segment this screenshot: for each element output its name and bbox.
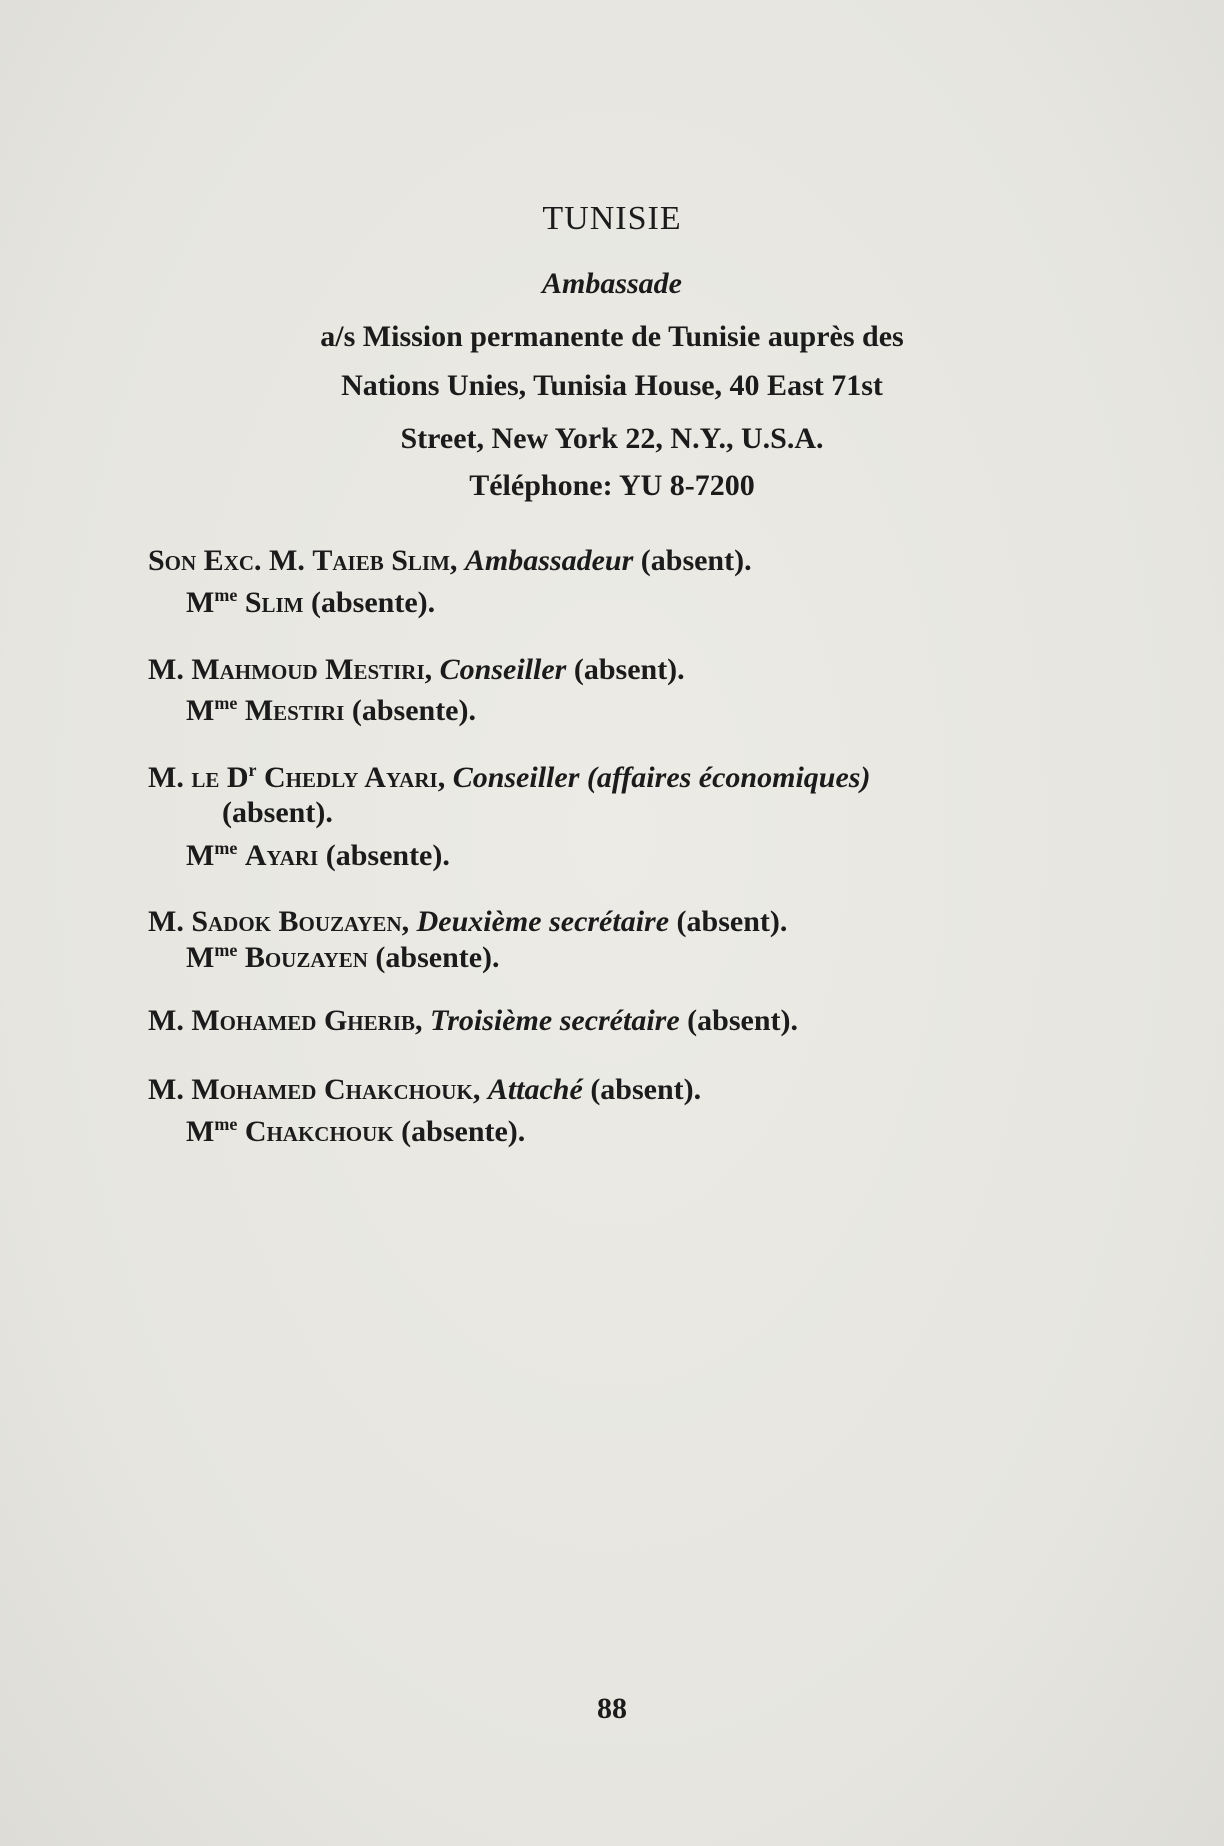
spouse-sup: me [214, 1114, 238, 1134]
entry-status: (absent). [640, 544, 752, 577]
spouse-sup: me [214, 693, 238, 713]
spouse-prefix: M [186, 1115, 215, 1148]
entry-status: (absent). [687, 1004, 798, 1037]
staff-entry [148, 1072, 1088, 1108]
entry-name: Chedly Ayari [264, 761, 438, 794]
spouse-status: (absente). [311, 586, 436, 619]
entry-prefix: M. [148, 1004, 184, 1037]
entry-title: Attaché [487, 1073, 583, 1106]
entry-status: (absent). [590, 1073, 702, 1106]
spouse-entry [186, 1114, 525, 1150]
spouse-status: (absente). [375, 941, 500, 974]
spouse-name: Ayari [244, 839, 319, 872]
address-line-2: Nations Unies, Tunisia House, 40 East 71st [341, 369, 883, 402]
staff-entry [148, 1003, 1088, 1039]
staff-entry [148, 652, 1088, 688]
spouse-prefix: M [186, 586, 215, 619]
spouse-sup: me [214, 838, 238, 858]
spouse-entry [186, 693, 476, 729]
entry-title: Troisième secrétaire [430, 1004, 680, 1037]
page-number: 88 [597, 1692, 627, 1725]
entry-continuation [222, 795, 333, 831]
spouse-status: (absente). [351, 694, 476, 727]
comma: , [449, 544, 458, 577]
entry-status: (absent). [676, 905, 788, 938]
entry-name-sup: r [248, 760, 257, 780]
country-heading: TUNISIE [542, 200, 682, 237]
spouse-status: (absente). [401, 1115, 526, 1148]
entry-title: Conseiller [439, 653, 567, 686]
spouse-entry [186, 585, 435, 621]
entry-name: Mahmoud Mestiri [191, 653, 425, 686]
entry-name: Taieb Slim [312, 544, 450, 577]
staff-entry [148, 543, 1088, 579]
spouse-name: Slim [244, 586, 304, 619]
spouse-sup: me [214, 585, 238, 605]
entry-name: Mohamed Gherib [191, 1004, 415, 1037]
spouse-name: Mestiri [244, 694, 345, 727]
spouse-name: Bouzayen [244, 941, 368, 974]
entry-name: Sadok Bouzayen [191, 905, 402, 938]
entry-name-pre: le D [191, 761, 249, 794]
spouse-sup: me [214, 940, 238, 960]
entry-title: Conseiller [452, 761, 580, 794]
entry-status: (absent). [222, 796, 333, 829]
entry-title-detail: (affaires économiques) [586, 761, 871, 794]
comma: , [472, 1073, 481, 1106]
comma: , [415, 1004, 423, 1037]
telephone-line: Téléphone: YU 8-7200 [469, 469, 755, 502]
spouse-name: Chakchouk [244, 1115, 394, 1148]
entry-prefix: M. [148, 761, 184, 794]
entry-prefix: M. [148, 653, 184, 686]
spouse-entry [186, 940, 500, 976]
spouse-prefix: M [186, 941, 215, 974]
comma: , [437, 761, 446, 794]
entry-name: Mohamed Chakchouk [191, 1073, 473, 1106]
entry-title: Ambassadeur [464, 544, 634, 577]
spouse-entry [186, 838, 450, 874]
entry-status: (absent). [573, 653, 685, 686]
spouse-prefix: M [186, 839, 215, 872]
entry-title: Deuxième secrétaire [416, 905, 670, 938]
entry-prefix: M. [148, 905, 184, 938]
spouse-prefix: M [186, 694, 215, 727]
comma: , [424, 653, 433, 686]
spouse-status: (absente). [325, 839, 450, 872]
mission-type: Ambassade [541, 267, 682, 300]
address-line-3: Street, New York 22, N.Y., U.S.A. [400, 422, 824, 455]
entry-prefix: Son Exc. M. [148, 544, 305, 577]
entry-prefix: M. [148, 1073, 184, 1106]
address-line-1: a/s Mission permanente de Tunisie auprès des [320, 320, 904, 353]
comma: , [401, 905, 410, 938]
staff-entry [148, 904, 1088, 940]
staff-entry [148, 760, 1088, 796]
